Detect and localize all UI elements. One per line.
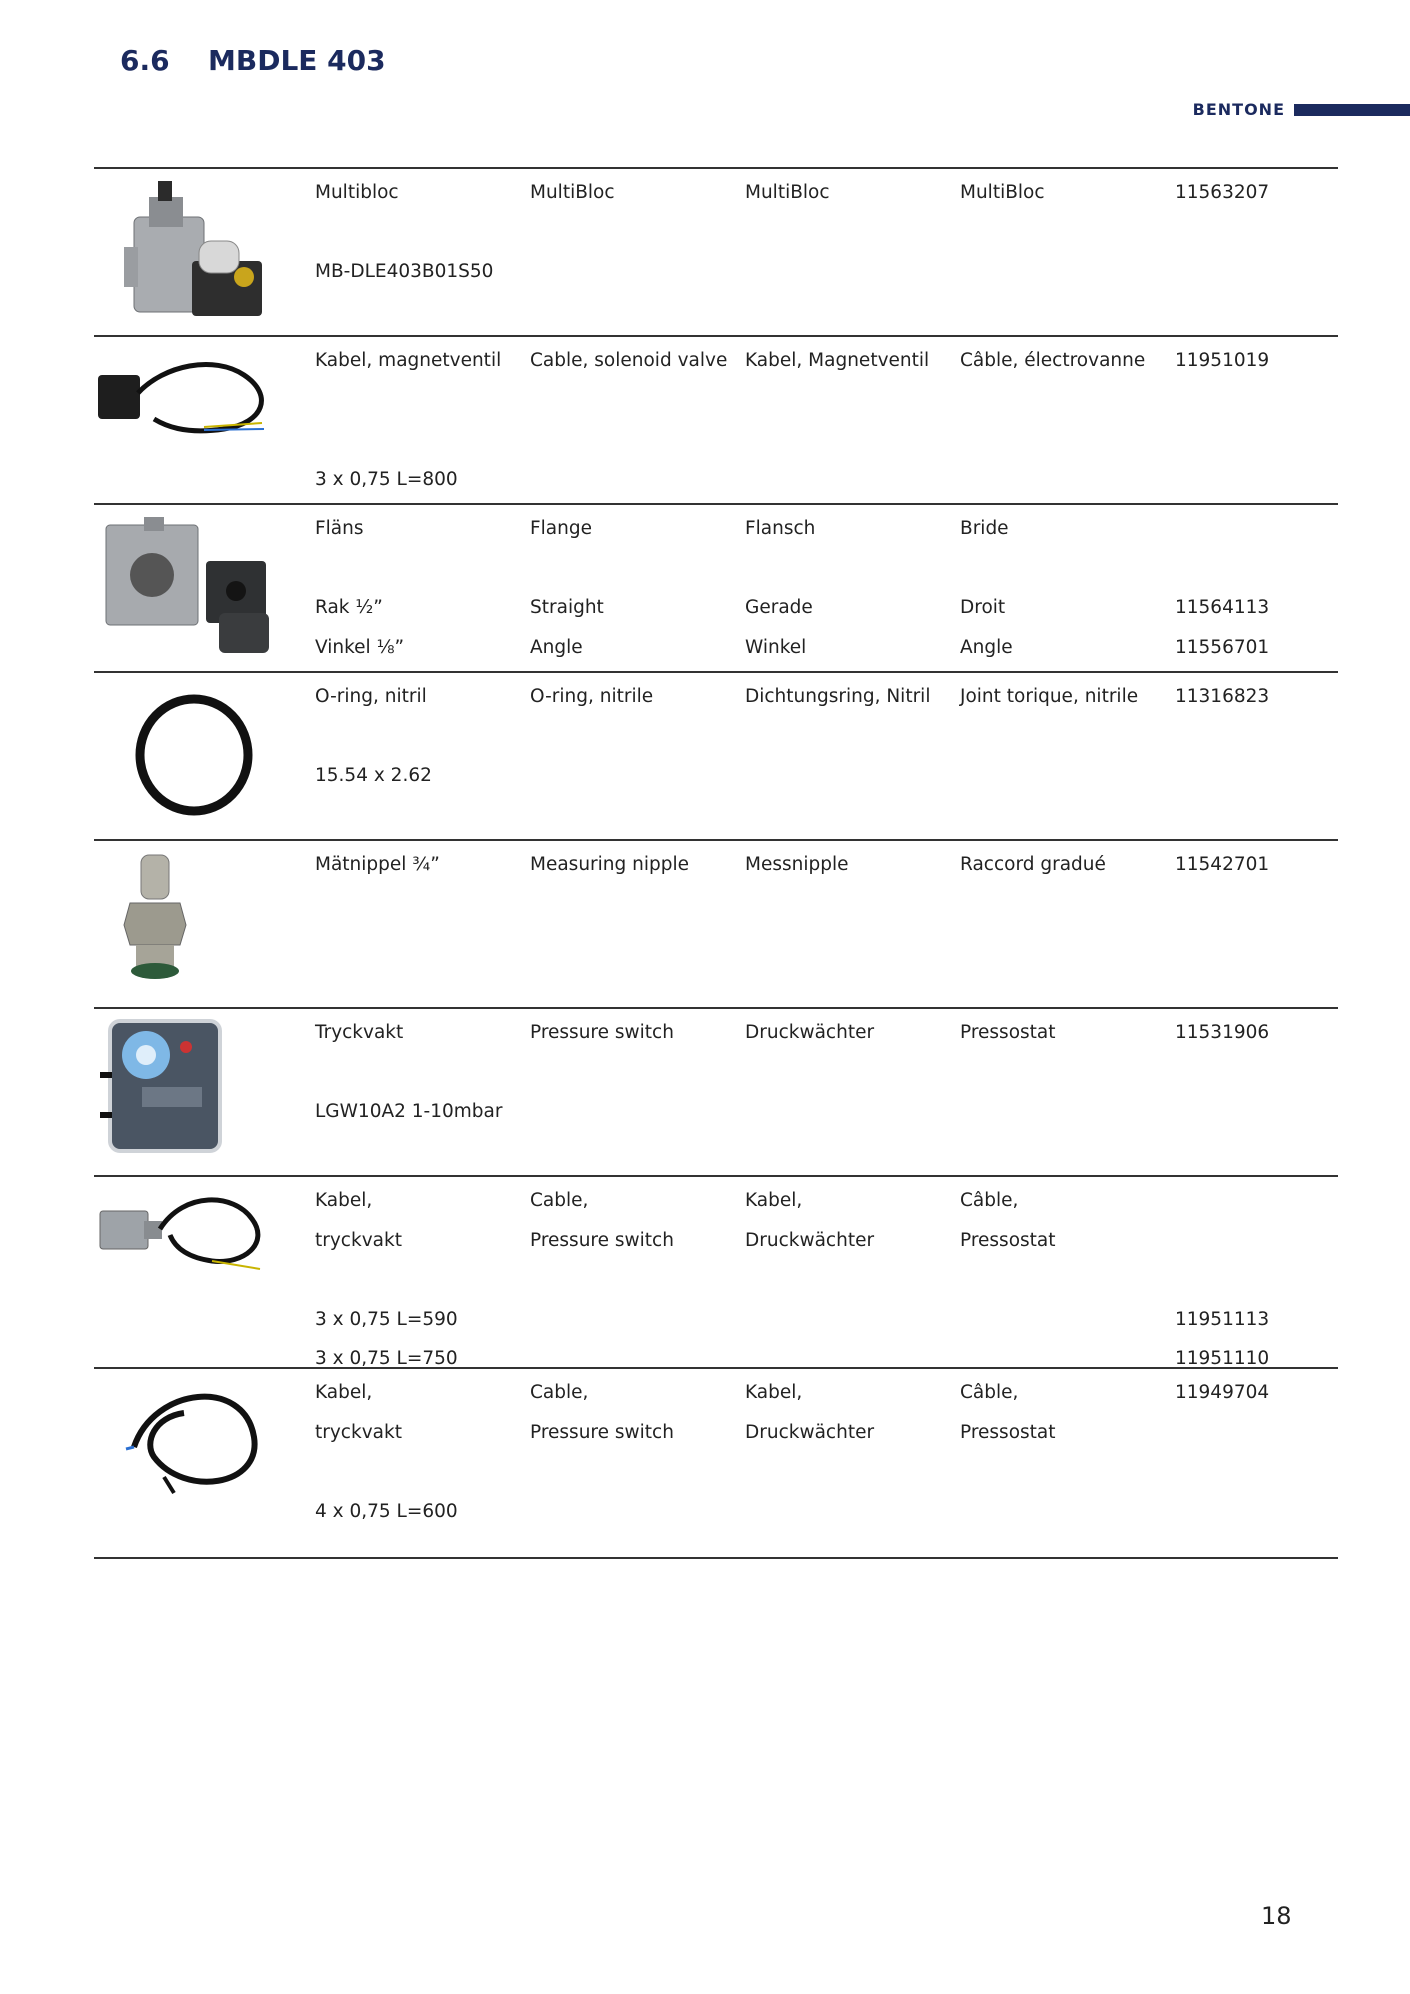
french-name: Droit (960, 597, 1006, 618)
french-name: MultiBloc (960, 182, 1045, 203)
swedish-name: Fläns (315, 518, 364, 539)
part-number: 11563207 (1175, 182, 1270, 203)
swedish-name: Kabel, magnetventil (315, 350, 502, 371)
measuring-nipple-photo (94, 849, 284, 997)
swedish-name: Kabel, (315, 1190, 373, 1211)
solenoid-cable-photo (94, 345, 284, 493)
swedish-name: tryckvakt (315, 1422, 402, 1443)
multibloc-valve-photo (94, 177, 284, 325)
german-name: Kabel, (745, 1190, 803, 1211)
french-name: Câble, électrovanne (960, 350, 1146, 371)
english-name: Angle (530, 637, 583, 658)
swedish-name: Rak ½” (315, 597, 383, 618)
page-number: 18 (1261, 1902, 1292, 1930)
english-name: MultiBloc (530, 182, 615, 203)
german-name: Druckwächter (745, 1230, 875, 1251)
french-name: Câble, (960, 1382, 1019, 1403)
spec-text: 15.54 x 2.62 (315, 765, 432, 786)
parts-table (94, 167, 1338, 1559)
swedish-name: tryckvakt (315, 1230, 402, 1251)
table-row (94, 335, 1338, 503)
brand-label: BENTONE (1192, 100, 1285, 119)
swedish-name: O-ring, nitril (315, 686, 427, 707)
french-name: Joint torique, nitrile (960, 686, 1139, 707)
part-number: 11951110 (1175, 1348, 1270, 1369)
part-number: 11951019 (1175, 350, 1270, 371)
english-name: Measuring nipple (530, 854, 690, 875)
french-name: Raccord gradué (960, 854, 1106, 875)
german-name: Druckwächter (745, 1022, 875, 1043)
french-name: Pressostat (960, 1422, 1056, 1443)
french-name: Pressostat (960, 1230, 1056, 1251)
part-number: 11531906 (1175, 1022, 1270, 1043)
french-name: Angle (960, 637, 1013, 658)
spec-text: 3 x 0,75 L=590 (315, 1309, 458, 1330)
french-name: Pressostat (960, 1022, 1056, 1043)
spec-text: 3 x 0,75 L=750 (315, 1348, 458, 1369)
french-name: Câble, (960, 1190, 1019, 1211)
swedish-name: Multibloc (315, 182, 399, 203)
swedish-name: Kabel, (315, 1382, 373, 1403)
german-name: Druckwächter (745, 1422, 875, 1443)
german-name: Kabel, (745, 1382, 803, 1403)
spec-text: 3 x 0,75 L=800 (315, 469, 458, 490)
german-name: Flansch (745, 518, 816, 539)
german-name: Gerade (745, 597, 813, 618)
part-number: 11556701 (1175, 637, 1270, 658)
english-name: Pressure switch (530, 1422, 674, 1443)
german-name: Messnipple (745, 854, 849, 875)
part-number: 11564113 (1175, 597, 1270, 618)
table-row (94, 1175, 1338, 1367)
spec-text: LGW10A2 1-10mbar (315, 1101, 503, 1122)
english-name: Flange (530, 518, 592, 539)
cable-4-wire-photo (94, 1377, 284, 1525)
english-name: Pressure switch (530, 1230, 674, 1251)
table-row (94, 671, 1338, 839)
german-name: Dichtungsring, Nitril (745, 686, 931, 707)
swedish-name: Mätnippel ¾” (315, 854, 440, 875)
section-title: MBDLE 403 (208, 44, 386, 77)
part-number: 11951113 (1175, 1309, 1270, 1330)
spec-text: MB-DLE403B01S50 (315, 261, 494, 282)
swedish-name: Tryckvakt (315, 1022, 404, 1043)
table-row (94, 1007, 1338, 1175)
english-name: Cable, (530, 1190, 589, 1211)
table-row (94, 167, 1338, 335)
english-name: Cable, solenoid valve (530, 350, 728, 371)
spec-text: 4 x 0,75 L=600 (315, 1501, 458, 1522)
table-row (94, 839, 1338, 1007)
german-name: Winkel (745, 637, 807, 658)
part-number: 11316823 (1175, 686, 1270, 707)
german-name: Kabel, Magnetventil (745, 350, 930, 371)
flange-photo (94, 513, 284, 661)
english-name: Straight (530, 597, 604, 618)
english-name: Cable, (530, 1382, 589, 1403)
table-row (94, 1367, 1338, 1559)
part-number: 11949704 (1175, 1382, 1270, 1403)
part-number: 11542701 (1175, 854, 1270, 875)
o-ring-photo (94, 681, 284, 829)
german-name: MultiBloc (745, 182, 830, 203)
table-row (94, 503, 1338, 671)
section-number: 6.6 (120, 44, 170, 77)
pressure-switch-cable-photo (94, 1185, 284, 1333)
pressure-switch-photo (94, 1017, 284, 1165)
french-name: Bride (960, 518, 1009, 539)
english-name: O-ring, nitrile (530, 686, 654, 707)
english-name: Pressure switch (530, 1022, 674, 1043)
swedish-name: Vinkel ⅛” (315, 637, 405, 658)
brand-bar (1294, 104, 1410, 116)
